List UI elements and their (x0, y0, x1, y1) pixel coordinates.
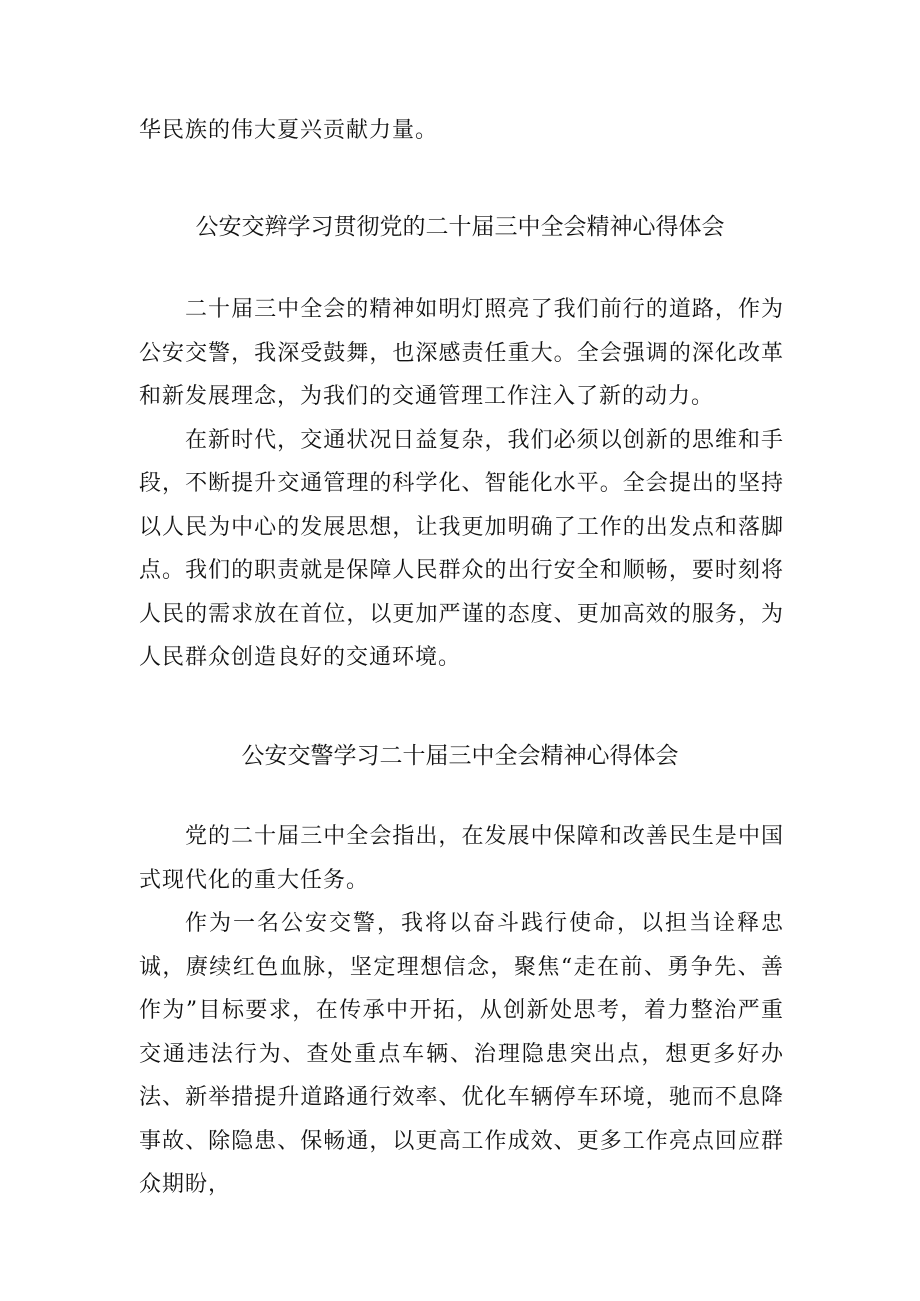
section-2-paragraph-1: 党的二十届三中全会指出，在发展中保障和改善民生是中国式现代化的重大任务。 (139, 824, 784, 893)
section-2-paragraph-2: 作为一名公安交警，我将以奋斗践行使命，以担当诠释忠诚，赓续红色血脉，坚定理想信念，聚焦“走在前、勇争先、善作为”目标要求，在传承中开拓，从创新处思考，着力整治严重交通违法行为、查处重点车辆、治理隐患突出点，想更多好办法、新举措提升道路通行效率、优化车辆停车环境，驰而不息降事故、除隐患、保畅通，以更高工作成效、更多工作亮点回应群众期盼， (139, 911, 784, 1197)
section-1-paragraph-2: 在新时代，交通状况日益复杂，我们必须以创新的思维和手段，不断提升交通管理的科学化、智能化水平。全会提出的坚持以人民为中心的发展思想，让我更加明确了工作的出发点和落脚点。我们的职责就是保障人民群众的出行安全和顺畅，要时刻将人民的需求放在首位，以更加严谨的态度、更加高效的服务，为人民群众创造良好的交通环境。 (139, 427, 784, 670)
continuation-paragraph: 华民族的伟大夏兴贡献力量。 (139, 118, 439, 143)
section-2-body (139, 815, 784, 1207)
continuation-text (139, 109, 784, 153)
section-1-paragraph-1: 二十届三中全会的精神如明灯照亮了我们前行的道路，作为公安交警，我深受鼓舞，也深感责任重大。全会强调的深化改革和新发展理念，为我们的交通管理工作注入了新的动力。 (139, 297, 784, 409)
section-2-title: 公安交警学习二十届三中全会精神心得体会 (241, 743, 679, 769)
section-1-title: 公安交辫学习贯彻党的二十届三中全会精神心得体会 (195, 214, 725, 240)
section-1-body (139, 288, 784, 680)
